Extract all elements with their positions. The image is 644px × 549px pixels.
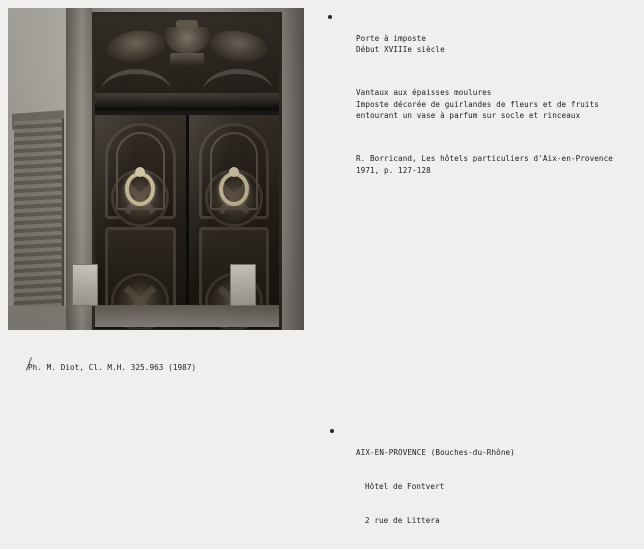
description-title [356,33,613,56]
location-city: AIX-EN-PROVENCE (Bouches-du-Rhône) [356,447,515,457]
imposte-base-moulding [95,93,279,107]
door-knocker-right [219,172,249,206]
location-address: 2 rue de Littera [365,516,440,526]
description-reference [356,153,613,176]
imposte-transom [95,15,279,111]
description-title-line-2: Début XVIIIe siècle [356,45,445,55]
reference-line-2: 1971, p. 127-128 [356,165,431,175]
photograph [8,8,304,330]
photo-credit: Ph. M. Diot, Cl. M.H. 325.963 (1987) [28,363,197,372]
door-threshold [95,305,279,327]
description-title-line-1: Porte à imposte [356,33,427,43]
door-leaf-left [95,115,189,329]
location-block [356,424,515,549]
description-detail-line-1: Vantaux aux épaisses moulures [356,88,492,98]
location-bullet [330,429,334,433]
description-detail-line-2: Imposte décorée de guirlandes de fleurs et de fruits [356,99,599,109]
corner-stone-left [72,264,98,306]
description-block [356,10,613,199]
vase-socle-carving [170,53,204,65]
door-jamb-right [282,8,304,330]
perfume-vase-carving [164,27,210,53]
door-knocker-left [125,172,155,206]
corner-stone-right [230,264,256,306]
panel-upper-left [105,123,176,219]
rosette-carving-right [208,172,260,224]
ground-left [8,306,70,330]
panel-upper-right [199,123,270,219]
rosette-carving-left [114,172,166,224]
description-bullet [328,15,332,19]
garland-right [207,27,269,65]
wooden-shutter [14,119,64,312]
location-building: Hôtel de Fontvert [365,482,445,492]
reference-line-1: R. Borricand, Les hôtels particuliers d'Aix-en-Provence [356,154,613,164]
rinceau-right [203,69,273,96]
garland-left [105,27,167,65]
photograph-content [8,8,304,330]
description-detail-line-3: entourant un vase à parfum sur socle et rinceaux [356,111,581,121]
rinceau-left [101,69,171,96]
description-details [356,87,613,121]
